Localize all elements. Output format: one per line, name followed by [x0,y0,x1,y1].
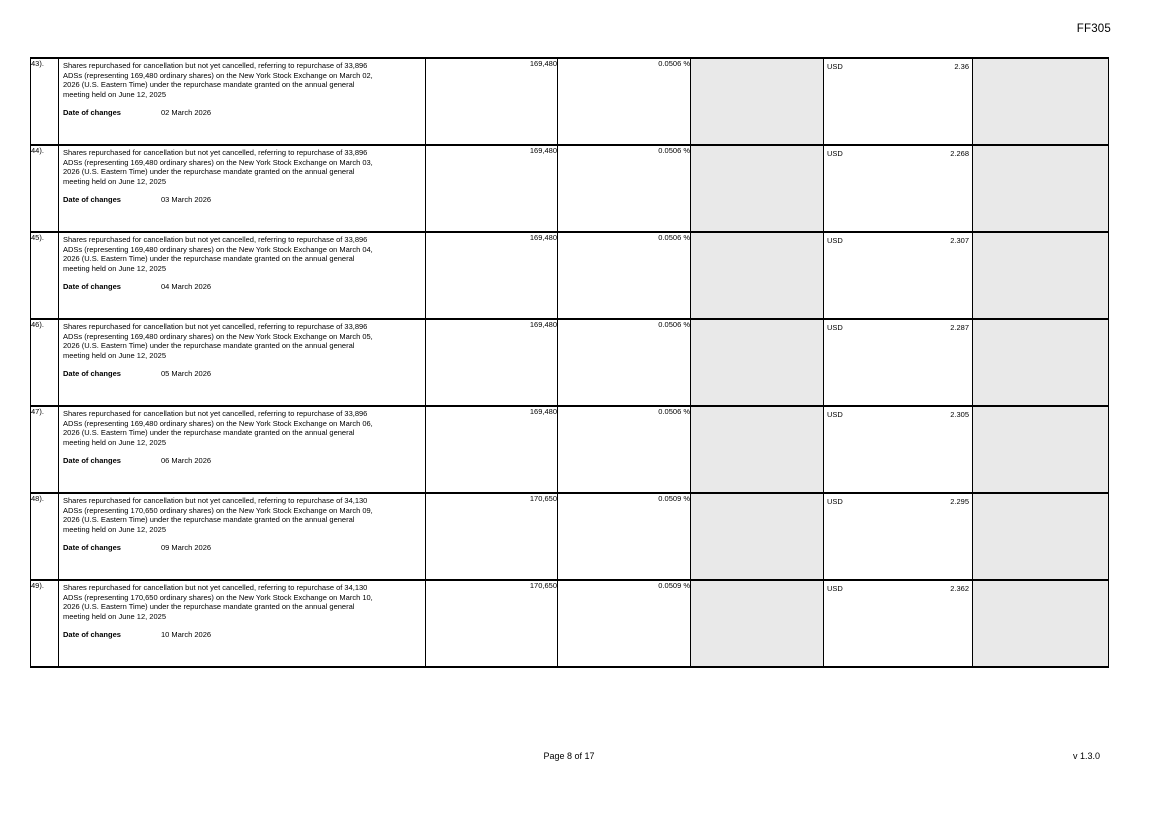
currency-price-cell [824,145,973,232]
row-description-cell [59,580,426,667]
price-value: 2.268 [950,149,969,158]
shaded-empty-cell [973,232,1109,319]
shares-count-cell: 169,480 [426,145,558,232]
date-of-changes-value: 02 March 2026 [161,108,212,118]
currency-code: USD [827,497,843,506]
shaded-empty-cell [691,232,824,319]
currency-price-cell [824,319,973,406]
table-row [31,232,1109,319]
row-number: 48). [31,493,59,580]
percentage-cell: 0.0506 % [558,319,691,406]
date-of-changes-label: Date of changes [63,108,121,118]
currency-price-line [824,233,972,245]
price-value: 2.287 [950,323,969,332]
currency-price-line [824,59,972,71]
percentage-cell: 0.0506 % [558,145,691,232]
row-description-text: Shares repurchased for cancellation but not yet cancelled, referring to repurchase of 34,130 ADSs (representing 170,650 ordinary shares) on the New York Stock Exchange on March 09, 2026 (U.S. Eastern Time) under the repurchase mandate granted on the annual general meeting held on June 12, 2025 [63,496,373,534]
shares-count-cell: 170,650 [426,493,558,580]
date-of-changes-line [59,456,425,466]
row-number: 46). [31,319,59,406]
currency-code: USD [827,323,843,332]
currency-price-cell [824,58,973,145]
page-number-label: Page 8 of 17 [543,751,595,761]
row-description-cell [59,406,426,493]
date-of-changes-label: Date of changes [63,543,121,553]
date-of-changes-line [59,369,425,379]
row-number: 44). [31,145,59,232]
currency-price-cell [824,493,973,580]
date-of-changes-value: 09 March 2026 [161,543,212,553]
shaded-empty-cell [973,580,1109,667]
table-row [31,319,1109,406]
currency-price-line [824,407,972,419]
currency-price-cell [824,232,973,319]
table-row [31,58,1109,145]
repurchase-table [30,57,1109,668]
currency-price-cell [824,406,973,493]
price-value: 2.305 [950,410,969,419]
shaded-empty-cell [691,406,824,493]
price-value: 2.307 [950,236,969,245]
row-description-text: Shares repurchased for cancellation but not yet cancelled, referring to repurchase of 34,130 ADSs (representing 170,650 ordinary shares) on the New York Stock Exchange on March 10, 2026 (U.S. Eastern Time) under the repurchase mandate granted on the annual general meeting held on June 12, 2025 [63,583,373,621]
shares-count-cell: 169,480 [426,319,558,406]
price-value: 2.362 [950,584,969,593]
date-of-changes-label: Date of changes [63,456,121,466]
price-value: 2.295 [950,497,969,506]
row-description-text: Shares repurchased for cancellation but not yet cancelled, referring to repurchase of 33,896 ADSs (representing 169,480 ordinary shares) on the New York Stock Exchange on March 02, 2026 (U.S. Eastern Time) under the repurchase mandate granted on the annual general meeting held on June 12, 2025 [63,61,373,99]
currency-code: USD [827,62,843,71]
date-of-changes-value: 05 March 2026 [161,369,212,379]
date-of-changes-line [59,108,425,118]
version-label: v 1.3.0 [1072,751,1100,761]
row-description-text: Shares repurchased for cancellation but not yet cancelled, referring to repurchase of 33,896 ADSs (representing 169,480 ordinary shares) on the New York Stock Exchange on March 04, 2026 (U.S. Eastern Time) under the repurchase mandate granted on the annual general meeting held on June 12, 2025 [63,235,373,273]
row-description-text: Shares repurchased for cancellation but not yet cancelled, referring to repurchase of 33,896 ADSs (representing 169,480 ordinary shares) on the New York Stock Exchange on March 05, 2026 (U.S. Eastern Time) under the repurchase mandate granted on the annual general meeting held on June 12, 2025 [63,322,373,360]
date-of-changes-line [59,630,425,640]
shaded-empty-cell [691,493,824,580]
currency-code: USD [827,410,843,419]
row-number: 43). [31,58,59,145]
shaded-empty-cell [691,319,824,406]
currency-price-line [824,146,972,158]
shaded-empty-cell [973,406,1109,493]
row-description-cell [59,58,426,145]
table-row [31,406,1109,493]
shares-count-cell: 169,480 [426,232,558,319]
percentage-cell: 0.0506 % [558,232,691,319]
date-of-changes-value: 04 March 2026 [161,282,212,292]
shaded-empty-cell [691,580,824,667]
shaded-empty-cell [973,145,1109,232]
date-of-changes-line [59,543,425,553]
row-description-cell [59,145,426,232]
date-of-changes-label: Date of changes [63,282,121,292]
row-description-cell [59,493,426,580]
shares-count-cell: 169,480 [426,58,558,145]
date-of-changes-value: 06 March 2026 [161,456,212,466]
row-description-text: Shares repurchased for cancellation but not yet cancelled, referring to repurchase of 33,896 ADSs (representing 169,480 ordinary shares) on the New York Stock Exchange on March 03, 2026 (U.S. Eastern Time) under the repurchase mandate granted on the annual general meeting held on June 12, 2025 [63,148,373,186]
table-row [31,493,1109,580]
table-row [31,580,1109,667]
date-of-changes-label: Date of changes [63,369,121,379]
shaded-empty-cell [691,145,824,232]
date-of-changes-line [59,282,425,292]
shaded-empty-cell [973,58,1109,145]
shaded-empty-cell [973,319,1109,406]
percentage-cell: 0.0509 % [558,580,691,667]
percentage-cell: 0.0506 % [558,406,691,493]
percentage-cell: 0.0506 % [558,58,691,145]
date-of-changes-label: Date of changes [63,630,121,640]
row-description-cell [59,319,426,406]
table-row [31,145,1109,232]
currency-code: USD [827,584,843,593]
currency-price-line [824,320,972,332]
shares-count-cell: 169,480 [426,406,558,493]
date-of-changes-value: 03 March 2026 [161,195,212,205]
currency-code: USD [827,149,843,158]
row-number: 45). [31,232,59,319]
shares-count-cell: 170,650 [426,580,558,667]
currency-price-line [824,494,972,506]
date-of-changes-label: Date of changes [63,195,121,205]
row-number: 49). [31,580,59,667]
row-number: 47). [31,406,59,493]
form-code-label: FF305 [1076,23,1111,35]
currency-price-line [824,581,972,593]
date-of-changes-line [59,195,425,205]
shaded-empty-cell [691,58,824,145]
price-value: 2.36 [954,62,969,71]
shaded-empty-cell [973,493,1109,580]
row-description-cell [59,232,426,319]
repurchase-table-body [31,58,1109,667]
row-description-text: Shares repurchased for cancellation but not yet cancelled, referring to repurchase of 33,896 ADSs (representing 169,480 ordinary shares) on the New York Stock Exchange on March 06, 2026 (U.S. Eastern Time) under the repurchase mandate granted on the annual general meeting held on June 12, 2025 [63,409,373,447]
date-of-changes-value: 10 March 2026 [161,630,212,640]
currency-price-cell [824,580,973,667]
currency-code: USD [827,236,843,245]
percentage-cell: 0.0509 % [558,493,691,580]
